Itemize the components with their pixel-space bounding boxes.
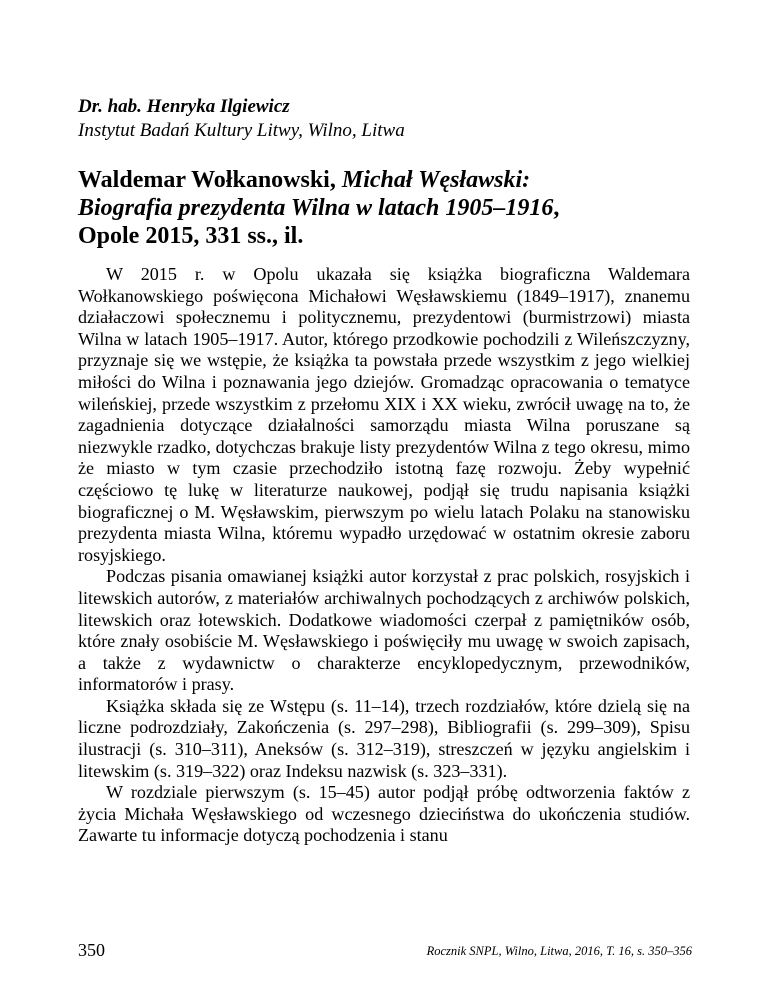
author-affiliation: Instytut Badań Kultury Litwy, Wilno, Litwa [78, 120, 405, 141]
running-footer: Rocznik SNPL, Wilno, Litwa, 2016, T. 16, s. 350–356 [426, 944, 692, 958]
page-number: 350 [78, 940, 105, 960]
paragraph-1: W 2015 r. w Opolu ukazała się książka biograficzna Waldemara Wołkanowskiego poświęcona Michałowi Węsławskiemu (1849–1917), znanemu działaczowi społecznemu i politycznemu, prezydentowi (burmistrzowi) miasta Wilna w latach 1905–1917. Autor, którego przodkowie pochodzili z Wileńszczyzny, przyznaje się we wstępie, że książka ta powstała przede wszystkim z jego wielkiej miłości do Wilna i poznawania jego dziejów. Gromadząc opracowania o tematyce wileńskiej, przede wszystkim z przełomu XIX i XX wieku, zwrócił uwagę na to, że zagadnienia dotyczące działalności samorządu miasta Wilna poruszane są niezwykle rzadko, dotychczas brakuje listy prezydentów Wilna z tego okresu, mimo że miasto w tym czasie przechodziło istotną fazę rozwoju. Żeby wypełnić częściowo tę lukę w literaturze naukowej, podjął się trudu napisania książki biograficznej o M. Węsławskim, pierwszym po wielu latach Polaku na stanowisku prezydenta miasta Wilna, któremu wypadło urzędować w ostatnim okresie zaboru rosyjskiego. [78, 264, 690, 565]
title-imprint: Opole 2015, 331 ss., il. [78, 223, 304, 249]
paragraph-4: W rozdziale pierwszym (s. 15–45) autor podjął próbę odtworzenia faktów z życia Michała Węsławskiego od wczesnego dzieciństwa do ukończenia studiów. Zawarte tu informacje dotyczą pochodzenia i stanu [78, 782, 690, 846]
paragraph-3: Książka składa się ze Wstępu (s. 11–14), trzech rozdziałów, które dzielą się na liczne podrozdziały, Zakończenia (s. 297–298), Bibliografii (s. 299–309), Spisu ilustracji (s. 310–311), Aneksów (s. 312–319), streszczeń w języku angielskim i litewskim (s. 319–322) oraz Indeksu nazwisk (s. 323–331). [78, 695, 690, 781]
author-block [78, 95, 698, 143]
body-text [78, 264, 690, 847]
title-comma: , [553, 195, 560, 221]
review-title [78, 166, 718, 250]
title-book-name-line1: Michał Węsławski: [341, 167, 531, 193]
title-book-name-line2: Biografia prezydenta Wilna w latach 1905–1916 [78, 195, 554, 221]
title-book-author: Waldemar Wołkanowski, [78, 167, 342, 193]
author-name: Dr. hab. Henryka Ilgiewicz [78, 96, 290, 117]
paragraph-2: Podczas pisania omawianej książki autor korzystał z prac polskich, rosyjskich i litewskich autorów, z materiałów archiwalnych pochodzących z archiwów polskich, litewskich oraz łotewskich. Dodatkowe wiadomości czerpał z pamiętników osób, które znały osobiście M. Węsławskiego i poświęciły mu uwagę w swoich zapisach, a także z wydawnictw o charakterze encyklopedycznym, przewodników, informatorów i prasy. [78, 566, 690, 695]
